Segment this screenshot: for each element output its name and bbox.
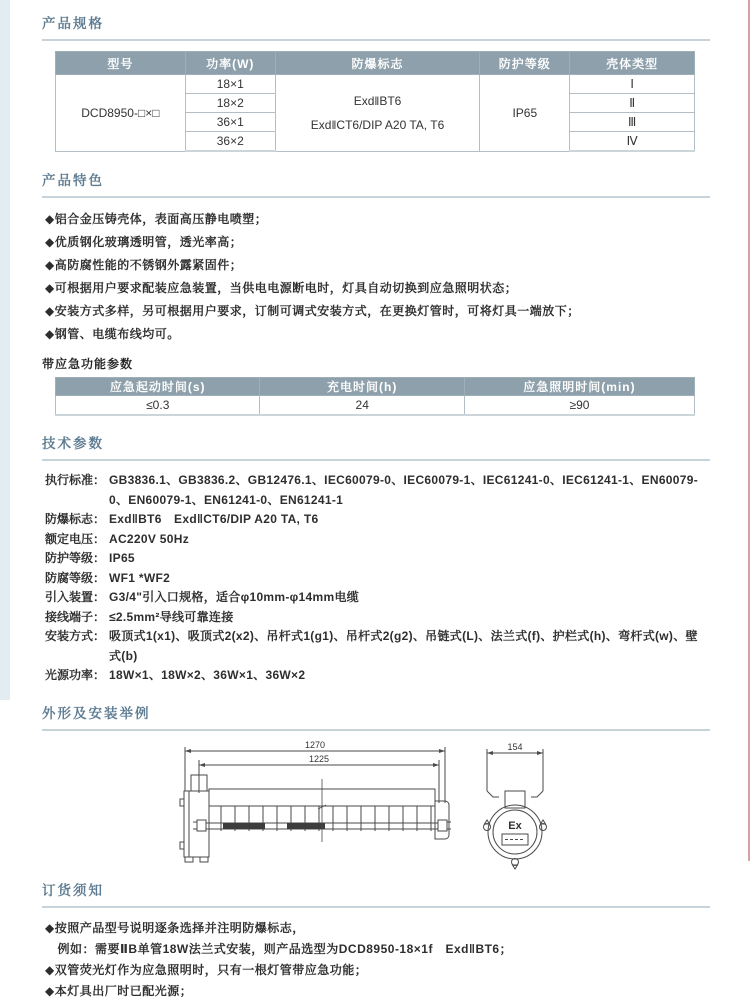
tech-param-label: 引入装置： (45, 590, 106, 604)
tech-param-row (45, 549, 710, 569)
spec-shell-cell: Ⅲ (570, 113, 695, 132)
tech-param-row (45, 627, 710, 666)
order-note-item: ◆本灯具出厂时已配光源； (45, 983, 193, 998)
section-rule (42, 729, 710, 731)
feature-item: ◆安装方式多样，另可根据用户要求，订制可调式安装方式，在更换灯管时，可将灯具一端放下； (45, 304, 580, 318)
feature-item: ◆铝合金压铸壳体，表面高压静电喷塑； (45, 212, 268, 226)
section-product-spec (42, 12, 710, 152)
spec-table-header-row (56, 52, 695, 75)
spec-table-row (56, 75, 695, 94)
tech-param-value: G3/4"引入口规格，适合φ10mm-φ14mm电缆 (109, 590, 360, 604)
tech-param-row (45, 510, 710, 530)
spec-ip-cell: IP65 (480, 75, 570, 152)
em-col-charge-time: 充电时间(h) (260, 378, 464, 396)
section-outline (42, 702, 710, 873)
lamp-side-view-drawing (167, 739, 467, 871)
section-title-order-notes: 订货须知 (42, 882, 104, 898)
tech-param-label: 防爆标志： (45, 512, 106, 526)
exmark-line2: Exd‖CT6/DIP A20 TA, T6 (310, 117, 445, 132)
section-title-outline: 外形及安装举例 (42, 705, 151, 721)
tech-param-label: 接线端子： (45, 609, 106, 624)
spec-shell-cell: Ⅱ (570, 94, 695, 113)
tech-param-label: 防护等级： (45, 551, 106, 565)
section-rule (42, 39, 710, 41)
lamp-end-view-drawing (479, 739, 564, 871)
feature-item: ◆优质钢化玻璃透明管，透光率高； (45, 235, 243, 249)
spec-power-cell: 36×1 (185, 113, 275, 132)
tech-param-label: 光源功率： (45, 668, 106, 682)
section-rule (42, 906, 710, 908)
spec-table (55, 51, 695, 152)
em-start-time-value: ≤0.3 (56, 396, 260, 416)
spec-exmark-cell (275, 75, 479, 152)
section-title-product-spec: 产品规格 (42, 16, 104, 31)
spec-power-cell: 18×2 (185, 94, 275, 113)
order-notes-list (42, 918, 710, 1002)
feature-item: ◆可根据用户要求配装应急装置，当供电电源断电时，灯具自动切换到应急照明状态； (45, 281, 518, 295)
tech-param-row (45, 666, 710, 686)
tech-param-value: ≤2.5mm²导线可靠连接 (109, 609, 234, 624)
spec-shell-cell: Ⅰ (570, 75, 695, 94)
section-order-notes (42, 879, 710, 1002)
tech-param-row (45, 569, 710, 589)
em-col-duration: 应急照明时间(min) (464, 378, 694, 396)
spec-shell-cell: Ⅳ (570, 132, 695, 152)
technical-drawings (167, 739, 710, 873)
tech-param-label: 防腐等级： (45, 570, 106, 585)
emergency-table (55, 377, 695, 416)
tech-param-value: 18W×1、18W×2、36W×1、36W×2 (109, 668, 306, 682)
tech-params-list (45, 471, 710, 686)
spec-model-cell: DCD8950-□×□ (56, 75, 186, 152)
spec-power-cell: 36×2 (185, 132, 275, 152)
spec-col-model: 型号 (56, 52, 186, 75)
tech-param-label: 安装方式： (45, 629, 106, 643)
em-duration-value: ≥90 (464, 396, 694, 416)
section-rule (42, 459, 710, 461)
section-rule (42, 196, 710, 198)
tech-param-value: IP65 (109, 551, 135, 565)
spec-power-cell: 18×1 (185, 75, 275, 94)
feature-item: ◆钢管、电缆布线均可。 (45, 327, 180, 341)
em-col-start-time: 应急起动时间(s) (56, 378, 260, 396)
section-features (42, 169, 710, 416)
tech-param-label: 额定电压： (45, 531, 106, 546)
tech-param-row (45, 471, 710, 510)
order-note-item: 例如：需要ⅡB单管18W法兰式安装，则产品选型为DCD8950-18×1f Exd‖BT6； (45, 941, 513, 956)
tech-param-row (45, 608, 710, 628)
section-title-tech-params: 技术参数 (42, 436, 104, 451)
section-title-features: 产品特色 (42, 173, 104, 188)
tech-param-row (45, 530, 710, 550)
section-tech-params (42, 432, 710, 686)
feature-item: ◆高防腐性能的不锈钢外露紧固件； (45, 258, 243, 272)
dim-label-inner: 1225 (308, 753, 330, 764)
emergency-value-row (56, 396, 695, 416)
ex-mark-label: Ex (508, 819, 522, 832)
tech-param-value: Exd‖BT6 Exd‖CT6/DIP A20 TA, T6 (109, 512, 319, 526)
tech-param-label: 执行标准： (45, 473, 106, 487)
tech-param-value: 吸顶式1(x1)、吸顶式2(x2)、吊杆式1(g1)、吊杆式2(g2)、吊链式(L)、法兰式(f)、护栏式(h)、弯杆式(w)、壁式(b) (109, 629, 698, 663)
tech-param-value: GB3836.1、GB3836.2、GB12476.1、IEC60079-0、IEC60079-1、IEC61241-0、IEC61241-1、EN60079-0、EN60079-1、EN61241-0、EN61241-1 (109, 473, 698, 507)
dim-label-outer: 1270 (304, 739, 326, 750)
spec-col-ip: 防护等级 (480, 52, 570, 75)
emergency-header-row (56, 378, 695, 396)
spec-col-power: 功率(W) (185, 52, 275, 75)
dim-label-width: 154 (507, 741, 523, 752)
exmark-line1: Exd‖BT6 (353, 93, 402, 108)
emergency-params-label: 带应急功能参数 (42, 357, 134, 371)
em-charge-time-value: 24 (260, 396, 464, 416)
tech-param-value: WF1 *WF2 (109, 570, 171, 585)
tech-param-row (45, 588, 710, 608)
spec-col-exmark: 防爆标志 (275, 52, 479, 75)
order-note-item: ◆按照产品型号说明逐条选择并注明防爆标志， (45, 920, 305, 935)
spec-col-shell: 壳体类型 (570, 52, 695, 75)
feature-list (42, 208, 710, 346)
order-note-item: ◆双管荧光灯作为应急照明时，只有一根灯管带应急功能； (45, 962, 368, 977)
tech-param-value: AC220V 50Hz (109, 531, 190, 546)
